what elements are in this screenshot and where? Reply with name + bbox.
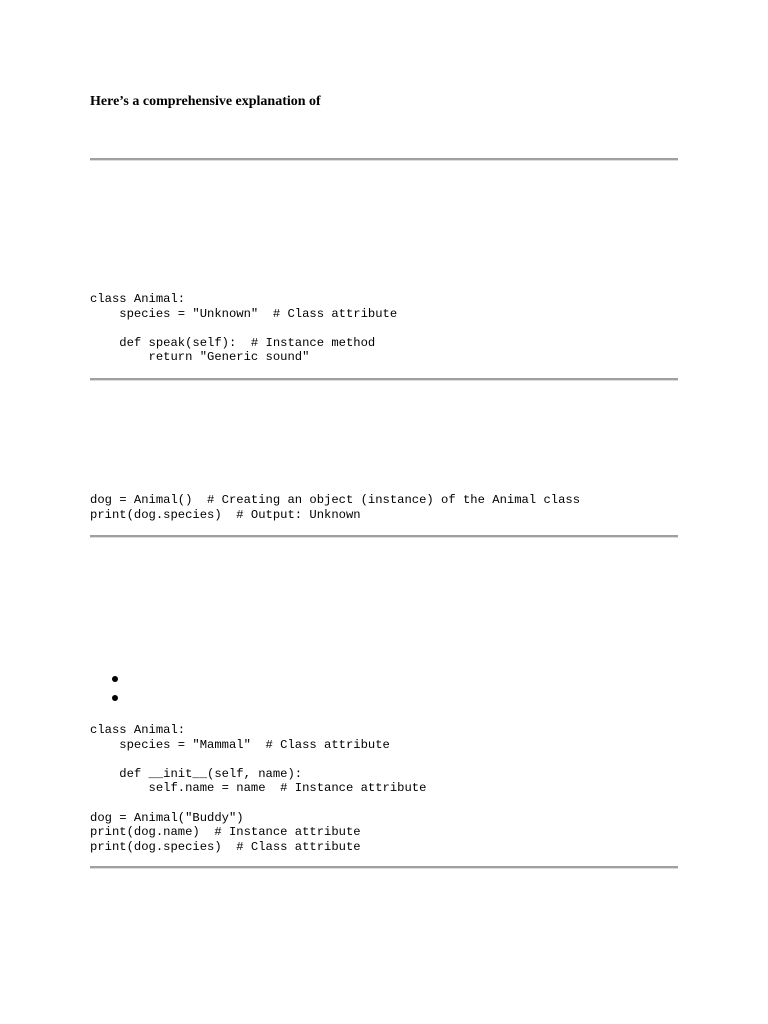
code-line: species = "Mammal" # Class attribute — [90, 737, 390, 752]
code-line: class Animal: — [90, 723, 186, 737]
code-line: print(dog.name) # Instance attribute — [90, 825, 361, 840]
code-line: dog = Animal() # Creating an object (instance) of the Animal class — [90, 493, 581, 507]
code-line: self.name = name # Instance attribute — [90, 781, 427, 796]
bullet-marker — [112, 676, 118, 682]
horizontal-divider — [90, 535, 678, 538]
code-line — [90, 796, 426, 811]
horizontal-divider — [90, 866, 678, 869]
code-line: def speak(self): # Instance method — [90, 335, 376, 350]
code-line: def __init__(self, name): — [90, 766, 303, 781]
code-line: class Animal: — [90, 292, 186, 306]
code-line — [90, 752, 426, 767]
horizontal-divider — [90, 378, 678, 381]
code-block-object-creation — [90, 493, 580, 522]
code-line: return "Generic sound" — [90, 350, 310, 365]
code-block-class-definition — [90, 292, 397, 365]
horizontal-divider — [90, 158, 678, 161]
code-line: dog = Animal("Buddy") — [90, 810, 244, 825]
code-line: print(dog.species) # Class attribute — [90, 839, 361, 854]
bullet-marker — [112, 695, 118, 701]
code-line — [90, 321, 397, 336]
code-line: print(dog.species) # Output: Unknown — [90, 507, 361, 522]
code-line: species = "Unknown" # Class attribute — [90, 306, 398, 321]
code-block-attributes — [90, 723, 426, 854]
page-heading: Here’s a comprehensive explanation of — [90, 94, 321, 109]
